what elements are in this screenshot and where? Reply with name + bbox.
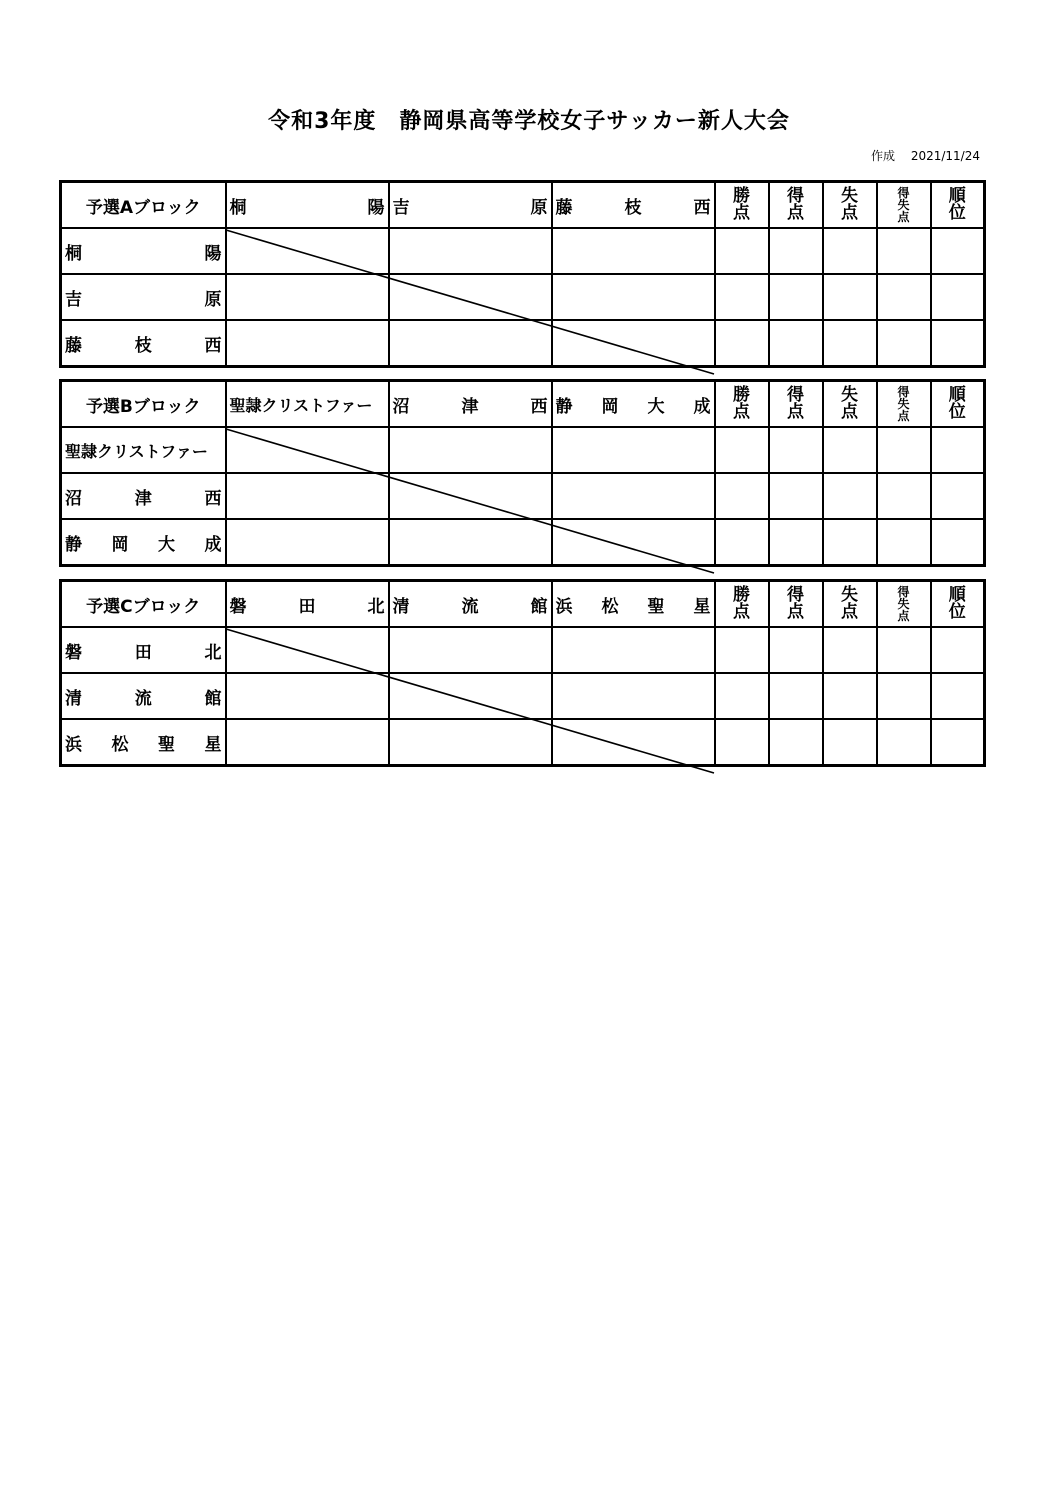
stat-cell bbox=[931, 427, 985, 473]
match-result-cell bbox=[226, 274, 389, 320]
self-match-cell bbox=[226, 228, 389, 274]
column-team-header bbox=[226, 581, 389, 628]
self-match-cell bbox=[389, 673, 552, 719]
stat-header-char: 得 bbox=[787, 186, 804, 206]
stat-header-char: 点 bbox=[897, 409, 910, 423]
row-team-name bbox=[62, 520, 225, 564]
stat-cell bbox=[823, 473, 877, 519]
league-block-a bbox=[59, 180, 986, 368]
team-name-char: 浜 bbox=[555, 596, 573, 617]
stat-cell bbox=[715, 673, 769, 719]
stat-cell bbox=[877, 320, 931, 367]
table-header-row bbox=[61, 182, 985, 229]
stat-header-char: 失 bbox=[841, 385, 858, 405]
stat-cell bbox=[823, 320, 877, 367]
team-name-char: 藤 bbox=[555, 197, 573, 218]
stat-column-header bbox=[931, 581, 985, 628]
team-name-char: 原 bbox=[204, 289, 222, 310]
stat-header-char: 点 bbox=[897, 609, 910, 623]
stat-column-header bbox=[877, 381, 931, 428]
stat-column-header bbox=[769, 381, 823, 428]
team-name-char: 沼 bbox=[65, 488, 82, 509]
team-name-char: 浜 bbox=[65, 734, 82, 755]
row-team-name bbox=[62, 720, 225, 764]
team-name-char: 聖 bbox=[158, 734, 175, 755]
stat-column-header bbox=[715, 182, 769, 229]
column-team-header bbox=[552, 581, 715, 628]
team-name-char: 岡 bbox=[601, 396, 619, 417]
stat-header-char: 勝 bbox=[733, 385, 750, 405]
team-name-char: 津 bbox=[461, 396, 479, 417]
team-name-char: 聖隷クリストファー bbox=[65, 441, 208, 461]
column-team-name bbox=[390, 582, 551, 626]
stat-column-header bbox=[877, 182, 931, 229]
self-match-cell bbox=[389, 274, 552, 320]
stat-header-char: 得 bbox=[897, 186, 910, 200]
stat-header-char: 順 bbox=[948, 186, 966, 206]
stat-header-char: 点 bbox=[787, 602, 804, 622]
team-name-char: 桐 bbox=[229, 197, 247, 218]
stat-header-char: 点 bbox=[787, 203, 804, 223]
team-name-char: 西 bbox=[204, 335, 222, 356]
team-name-char: 陽 bbox=[204, 243, 222, 264]
team-name-char: 流 bbox=[461, 596, 479, 617]
stat-cell bbox=[877, 473, 931, 519]
stat-cell bbox=[769, 320, 823, 367]
stat-header-char: 位 bbox=[948, 402, 966, 422]
stat-header-char: 点 bbox=[841, 602, 858, 622]
team-name-char: 枝 bbox=[624, 197, 642, 218]
team-name-char: 成 bbox=[693, 396, 711, 417]
stat-header-char: 順 bbox=[948, 385, 966, 405]
team-name-char: 北 bbox=[367, 596, 385, 617]
row-team-name bbox=[62, 628, 225, 672]
league-block-c bbox=[59, 579, 986, 767]
row-team-header bbox=[61, 228, 226, 274]
created-label: 作成 bbox=[870, 149, 895, 163]
row-team-header bbox=[61, 673, 226, 719]
column-team-name bbox=[227, 582, 388, 626]
stat-header-char: 点 bbox=[841, 203, 858, 223]
row-team-header bbox=[61, 427, 226, 473]
stat-header-char: 失 bbox=[897, 397, 910, 411]
stat-header-char: 点 bbox=[733, 203, 750, 223]
team-row bbox=[61, 627, 985, 673]
match-result-cell bbox=[389, 719, 552, 766]
match-result-cell bbox=[389, 519, 552, 566]
match-result-cell bbox=[552, 673, 715, 719]
team-row bbox=[61, 519, 985, 566]
team-row bbox=[61, 427, 985, 473]
row-team-name bbox=[62, 474, 225, 518]
column-team-header bbox=[226, 182, 389, 229]
column-team-name bbox=[553, 582, 714, 626]
team-name-char: 沼 bbox=[392, 396, 410, 417]
self-match-cell bbox=[389, 473, 552, 519]
team-name-char: 聖 bbox=[647, 596, 665, 617]
row-team-name bbox=[62, 229, 225, 273]
team-name-char: 流 bbox=[134, 688, 152, 709]
stat-cell bbox=[931, 719, 985, 766]
stat-cell bbox=[769, 473, 823, 519]
stat-column-header bbox=[823, 182, 877, 229]
stat-cell bbox=[877, 427, 931, 473]
stat-column-header bbox=[931, 182, 985, 229]
row-team-header bbox=[61, 320, 226, 367]
team-name-char: 星 bbox=[204, 734, 222, 755]
team-name-char: 磐 bbox=[65, 642, 82, 663]
match-result-cell bbox=[552, 473, 715, 519]
column-team-name bbox=[390, 183, 551, 227]
stat-cell bbox=[877, 519, 931, 566]
self-match-cell bbox=[226, 627, 389, 673]
stat-cell bbox=[769, 673, 823, 719]
match-result-cell bbox=[552, 228, 715, 274]
stat-header-char: 得 bbox=[787, 385, 804, 405]
row-team-header bbox=[61, 274, 226, 320]
stat-header-char: 得 bbox=[897, 385, 910, 399]
team-name-char: 吉 bbox=[392, 197, 410, 218]
team-name-char: 田 bbox=[134, 642, 152, 663]
stat-cell bbox=[931, 228, 985, 274]
stat-cell bbox=[931, 473, 985, 519]
stat-header-char: 失 bbox=[841, 585, 858, 605]
block-label: 予選Bブロック bbox=[61, 381, 226, 428]
stat-cell bbox=[715, 228, 769, 274]
team-name-char: 吉 bbox=[65, 289, 82, 310]
column-team-header bbox=[389, 381, 552, 428]
stat-cell bbox=[715, 320, 769, 367]
stat-cell bbox=[931, 274, 985, 320]
team-name-char: 西 bbox=[693, 197, 711, 218]
team-row bbox=[61, 274, 985, 320]
stat-header-char: 位 bbox=[948, 602, 966, 622]
match-result-cell bbox=[226, 673, 389, 719]
team-row bbox=[61, 228, 985, 274]
team-name-char: 西 bbox=[530, 396, 548, 417]
stat-cell bbox=[931, 320, 985, 367]
team-name-char: 聖隷クリストファー bbox=[229, 395, 373, 415]
team-name-char: 磐 bbox=[229, 596, 247, 617]
column-team-header bbox=[226, 381, 389, 428]
stat-cell bbox=[823, 627, 877, 673]
match-result-cell bbox=[552, 627, 715, 673]
team-name-char: 清 bbox=[392, 596, 410, 617]
stat-cell bbox=[877, 627, 931, 673]
stat-cell bbox=[715, 427, 769, 473]
stat-column-header bbox=[931, 381, 985, 428]
column-team-header bbox=[389, 581, 552, 628]
row-team-header bbox=[61, 627, 226, 673]
block-label: 予選Cブロック bbox=[61, 581, 226, 628]
table-header-row bbox=[61, 581, 985, 628]
stat-cell bbox=[877, 673, 931, 719]
stat-cell bbox=[823, 519, 877, 566]
block-label: 予選Aブロック bbox=[61, 182, 226, 229]
match-result-cell bbox=[389, 228, 552, 274]
table-header-row bbox=[61, 381, 985, 428]
stat-cell bbox=[769, 228, 823, 274]
stat-column-header bbox=[715, 581, 769, 628]
stat-cell bbox=[823, 673, 877, 719]
column-team-name bbox=[553, 183, 714, 227]
stat-cell bbox=[769, 274, 823, 320]
row-team-header bbox=[61, 519, 226, 566]
team-name-char: 枝 bbox=[134, 335, 152, 356]
match-result-cell bbox=[226, 473, 389, 519]
stat-header-char: 失 bbox=[897, 597, 910, 611]
team-row bbox=[61, 473, 985, 519]
stat-cell bbox=[823, 427, 877, 473]
stat-cell bbox=[823, 274, 877, 320]
self-match-cell bbox=[552, 320, 715, 367]
column-team-name bbox=[390, 382, 551, 426]
stat-cell bbox=[931, 673, 985, 719]
stat-cell bbox=[769, 719, 823, 766]
team-name-char: 原 bbox=[530, 197, 548, 218]
stat-column-header bbox=[823, 581, 877, 628]
stat-cell bbox=[769, 427, 823, 473]
stat-header-char: 点 bbox=[787, 402, 804, 422]
stat-column-header bbox=[877, 581, 931, 628]
match-result-cell bbox=[389, 627, 552, 673]
stat-cell bbox=[877, 274, 931, 320]
stat-header-char: 位 bbox=[948, 203, 966, 223]
match-result-cell bbox=[552, 427, 715, 473]
stat-cell bbox=[877, 719, 931, 766]
row-team-name bbox=[62, 428, 225, 472]
team-name-char: 静 bbox=[65, 534, 82, 555]
match-result-cell bbox=[389, 320, 552, 367]
league-table bbox=[59, 379, 986, 567]
column-team-header bbox=[552, 381, 715, 428]
team-name-char: 桐 bbox=[65, 243, 82, 264]
league-table bbox=[59, 180, 986, 368]
stat-column-header bbox=[769, 182, 823, 229]
team-name-char: 松 bbox=[601, 596, 619, 617]
team-name-char: 館 bbox=[204, 688, 222, 709]
stat-cell bbox=[715, 519, 769, 566]
match-result-cell bbox=[226, 719, 389, 766]
team-name-char: 陽 bbox=[367, 197, 385, 218]
stat-cell bbox=[931, 519, 985, 566]
stat-cell bbox=[769, 627, 823, 673]
stat-column-header bbox=[769, 581, 823, 628]
stat-cell bbox=[715, 473, 769, 519]
stat-column-header bbox=[823, 381, 877, 428]
stat-header-char: 点 bbox=[733, 402, 750, 422]
team-name-char: 津 bbox=[134, 488, 152, 509]
team-name-char: 大 bbox=[158, 534, 175, 555]
stat-header-char: 点 bbox=[897, 210, 910, 224]
column-team-name bbox=[227, 183, 388, 227]
stat-header-char: 失 bbox=[841, 186, 858, 206]
team-name-char: 北 bbox=[204, 642, 222, 663]
self-match-cell bbox=[226, 427, 389, 473]
team-name-char: 館 bbox=[530, 596, 548, 617]
stat-header-char: 失 bbox=[897, 198, 910, 212]
row-team-name bbox=[62, 674, 225, 718]
team-name-char: 岡 bbox=[111, 534, 129, 555]
team-name-char: 星 bbox=[693, 596, 711, 617]
stat-header-char: 点 bbox=[841, 402, 858, 422]
column-team-header bbox=[552, 182, 715, 229]
team-name-char: 西 bbox=[204, 488, 222, 509]
row-team-name bbox=[62, 321, 225, 365]
self-match-cell bbox=[552, 719, 715, 766]
created-date: 2021/11/24 bbox=[910, 149, 980, 163]
row-team-header bbox=[61, 719, 226, 766]
stat-header-char: 得 bbox=[787, 585, 804, 605]
row-team-name bbox=[62, 275, 225, 319]
column-team-header bbox=[389, 182, 552, 229]
team-row bbox=[61, 719, 985, 766]
match-result-cell bbox=[552, 274, 715, 320]
team-name-char: 清 bbox=[65, 688, 82, 709]
stat-cell bbox=[823, 719, 877, 766]
stat-cell bbox=[823, 228, 877, 274]
stat-header-char: 勝 bbox=[733, 585, 750, 605]
stat-cell bbox=[877, 228, 931, 274]
self-match-cell bbox=[552, 519, 715, 566]
column-team-name bbox=[227, 382, 388, 426]
stat-cell bbox=[715, 719, 769, 766]
stat-cell bbox=[931, 627, 985, 673]
team-name-char: 静 bbox=[555, 396, 573, 417]
created-date-line bbox=[871, 147, 980, 164]
column-team-name bbox=[553, 382, 714, 426]
team-name-char: 成 bbox=[204, 534, 222, 555]
document-title: 令和3年度 静岡県高等学校女子サッカー新人大会 bbox=[268, 109, 790, 134]
stat-cell bbox=[715, 274, 769, 320]
league-block-b bbox=[59, 379, 986, 567]
stat-header-char: 得 bbox=[897, 585, 910, 599]
league-table bbox=[59, 579, 986, 767]
team-name-char: 田 bbox=[298, 596, 316, 617]
stat-header-char: 順 bbox=[948, 585, 966, 605]
row-team-header bbox=[61, 473, 226, 519]
team-name-char: 松 bbox=[111, 734, 129, 755]
stat-cell bbox=[769, 519, 823, 566]
match-result-cell bbox=[389, 427, 552, 473]
match-result-cell bbox=[226, 519, 389, 566]
team-row bbox=[61, 320, 985, 367]
stat-header-char: 点 bbox=[733, 602, 750, 622]
team-row bbox=[61, 673, 985, 719]
stat-column-header bbox=[715, 381, 769, 428]
match-result-cell bbox=[226, 320, 389, 367]
team-name-char: 藤 bbox=[65, 335, 82, 356]
stat-cell bbox=[715, 627, 769, 673]
team-name-char: 大 bbox=[647, 396, 665, 417]
stat-header-char: 勝 bbox=[733, 186, 750, 206]
